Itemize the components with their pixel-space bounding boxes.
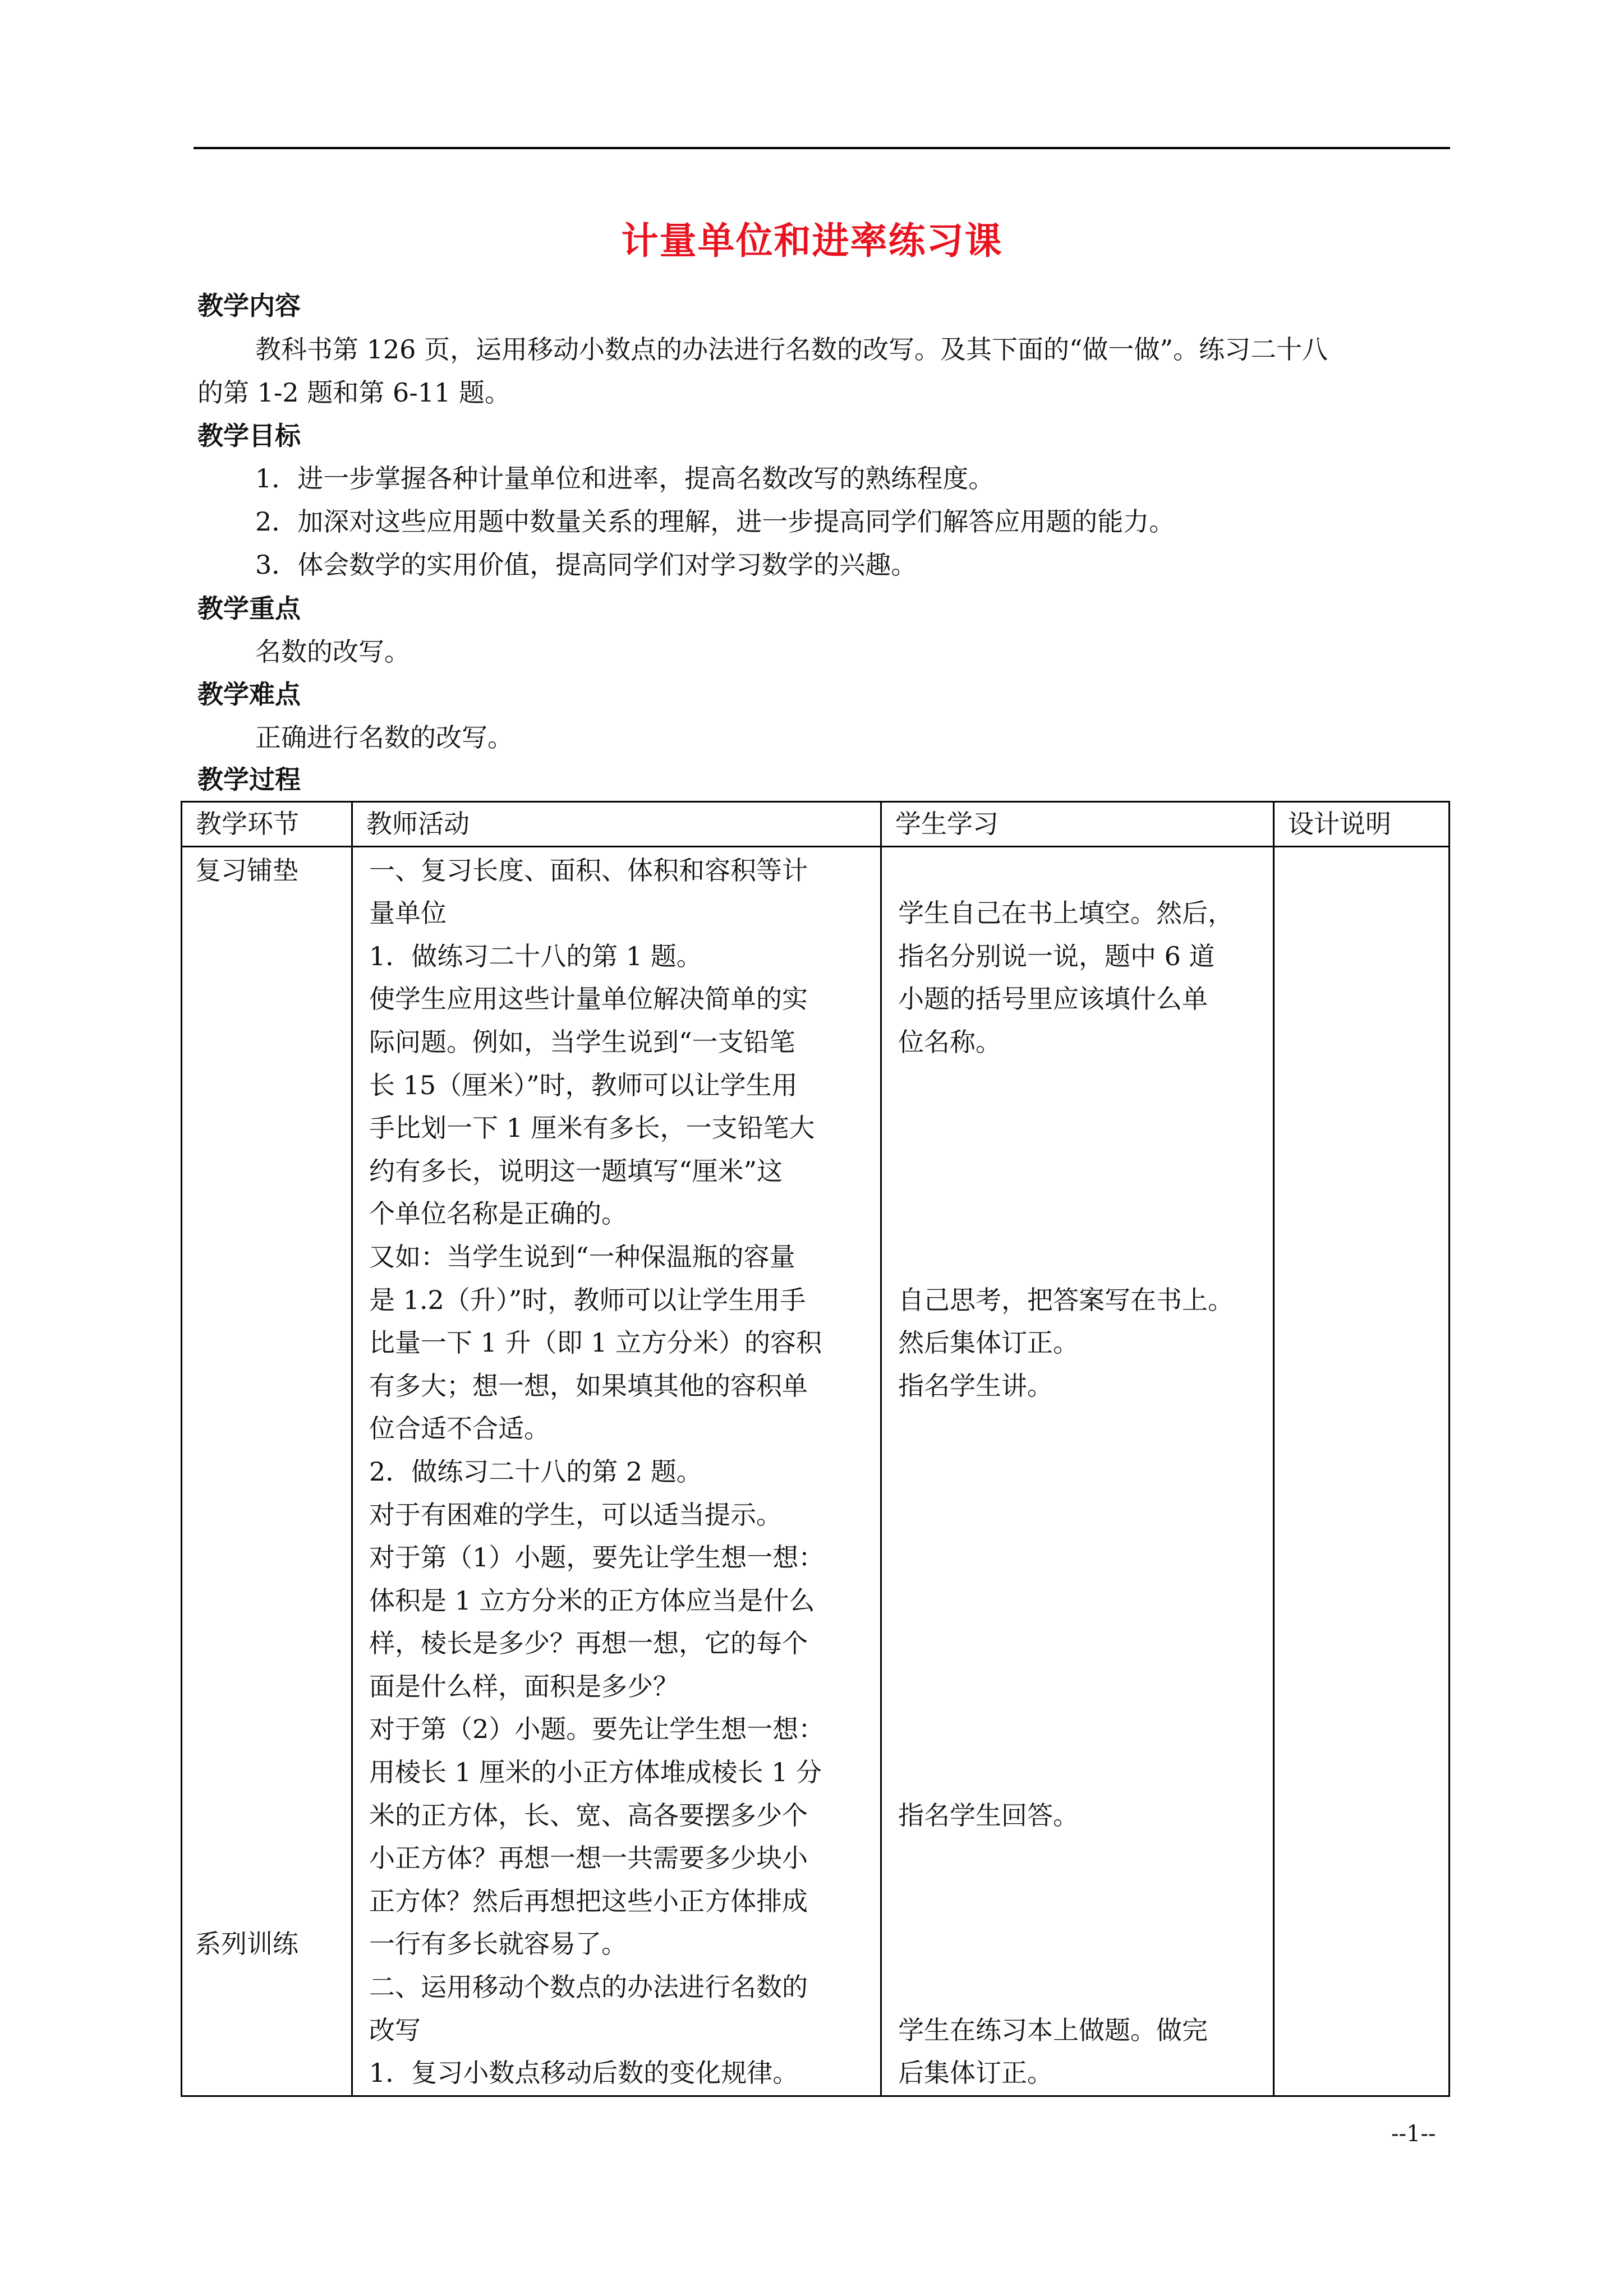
- header-stage: 教学环节: [182, 802, 352, 847]
- stage-line: [183, 1837, 351, 1880]
- teacher-line: 面是什么样，面积是多少？: [369, 1671, 679, 1702]
- difficulty-heading: 教学难点: [197, 679, 301, 709]
- student-line: [882, 1235, 1272, 1279]
- stage-line: [183, 1279, 351, 1322]
- student-line: [882, 1106, 1272, 1150]
- student-line: [882, 1064, 1272, 1107]
- process-heading: 教学过程: [197, 764, 301, 795]
- stage-line: [183, 2009, 351, 2052]
- teacher-lines: [353, 848, 880, 2095]
- student-line: [882, 1407, 1272, 1450]
- teacher-line: 用棱长 1 厘米的小正方体堆成棱长 1 分: [369, 1757, 822, 1788]
- header-rule: [194, 147, 1450, 149]
- teacher-line: 有多大；想一想，如果填其他的容积单: [369, 1370, 808, 1401]
- student-line: [882, 1708, 1272, 1751]
- student-line: 自己思考，把答案写在书上。: [898, 1284, 1234, 1315]
- page-number: --1--: [1391, 2121, 1436, 2147]
- teacher-line: 改写: [369, 2014, 421, 2045]
- teacher-line: 2．做练习二十八的第 2 题。: [369, 1456, 702, 1487]
- student-line: [882, 1880, 1272, 1923]
- teacher-line: 比量一下 1 升（即 1 立方分米）的容积: [369, 1327, 822, 1358]
- teacher-line: 1．复习小数点移动后数的变化规律。: [369, 2058, 799, 2088]
- student-line: [882, 1751, 1272, 1794]
- stage-line: [183, 1106, 351, 1150]
- teacher-line: 长 15（厘米）”时，教师可以让学生用: [369, 1069, 798, 1100]
- stage-line: [183, 1407, 351, 1450]
- stage-line: [183, 1493, 351, 1537]
- stage-line: [183, 1536, 351, 1579]
- stage-line: [183, 935, 351, 978]
- student-line: [882, 1536, 1272, 1579]
- stage-line: [183, 1450, 351, 1493]
- teacher-line: 位合适不合适。: [369, 1413, 550, 1444]
- page-title: 计量单位和进率练习课: [621, 219, 1003, 262]
- table-row: [182, 846, 1450, 2096]
- student-line: [882, 1922, 1272, 1966]
- stage-line: [183, 1235, 351, 1279]
- goal-1: 1．进一步掌握各种计量单位和进率，提高名数改写的熟练程度。: [255, 463, 995, 494]
- student-line: 指名学生回答。: [898, 1800, 1079, 1831]
- teacher-line: 使学生应用这些计量单位解决简单的实: [369, 984, 808, 1015]
- stage-line: [183, 1794, 351, 1837]
- stage-line: [183, 1579, 351, 1622]
- student-line: [882, 1665, 1272, 1708]
- student-line: [882, 1450, 1272, 1493]
- teacher-line: 二、运用移动个数点的办法进行名数的: [369, 1972, 808, 2003]
- teacher-line: 一、复习长度、面积、体积和容积等计: [369, 855, 808, 886]
- stage-line: [183, 1880, 351, 1923]
- student-lines: [882, 848, 1272, 2095]
- student-line: [882, 1150, 1272, 1193]
- student-line: 小题的括号里应该填什么单: [898, 984, 1208, 1015]
- teacher-line: 又如：当学生说到“一种保温瓶的容量: [369, 1241, 795, 1272]
- teacher-line: 是 1.2（升）”时，教师可以让学生用手: [369, 1284, 806, 1315]
- student-line: 然后集体订正。: [898, 1327, 1079, 1358]
- student-line: [882, 1192, 1272, 1235]
- student-line: [882, 1622, 1272, 1665]
- student-line: 学生自己在书上填空。然后，: [898, 898, 1234, 929]
- stage-line: [183, 1751, 351, 1794]
- student-line: 指名分别说一说，题中 6 道: [898, 940, 1215, 971]
- stage-lines: [183, 848, 351, 2095]
- student-line: 指名学生讲。: [898, 1370, 1053, 1401]
- stage-line: [183, 1966, 351, 2009]
- header-design: 设计说明: [1274, 802, 1450, 847]
- stage-line: [183, 892, 351, 935]
- teacher-line: 小正方体？再想一想一共需要多少块小: [369, 1843, 808, 1874]
- teacher-line: 际问题。例如，当学生说到“一支铅笔: [369, 1026, 795, 1057]
- stage-line: [183, 1321, 351, 1364]
- student-line: 位名称。: [898, 1026, 1001, 1057]
- stage-line: [183, 1150, 351, 1193]
- teacher-line: 手比划一下 1 厘米有多长，一支铅笔大: [369, 1113, 815, 1144]
- process-table: [181, 801, 1450, 2097]
- content-line-2: 的第 1-2 题和第 6-11 题。: [197, 377, 510, 408]
- teacher-line: 个单位名称是正确的。: [369, 1198, 627, 1229]
- teacher-line: 对于第（1）小题，要先让学生想一想：: [369, 1542, 825, 1573]
- content-heading: 教学内容: [197, 291, 301, 321]
- header-teacher: 教师活动: [352, 802, 881, 847]
- stage-line: [183, 1064, 351, 1107]
- stage-line: 复习铺垫: [195, 855, 298, 886]
- student-cell: [881, 846, 1274, 2096]
- table-header-row: [182, 802, 1450, 847]
- student-line: [882, 1579, 1272, 1622]
- difficulty-text: 正确进行名数的改写。: [255, 722, 513, 753]
- content-line-1: 教科书第 126 页，运用移动小数点的办法进行名数的改写。及其下面的“做一做”。练习二十八: [255, 334, 1328, 365]
- goal-3: 3．体会数学的实用价值，提高同学们对学习数学的兴趣。: [255, 550, 917, 580]
- stage-cell: [182, 846, 352, 2096]
- teacher-line: 正方体？然后再想把这些小正方体排成: [369, 1885, 808, 1916]
- design-lines: [1275, 848, 1448, 849]
- teacher-line: 体积是 1 立方分米的正方体应当是什么: [369, 1585, 815, 1616]
- teacher-line: 一行有多长就容易了。: [369, 1929, 627, 1960]
- teacher-line: 1．做练习二十八的第 1 题。: [369, 940, 702, 971]
- student-line: 后集体订正。: [898, 2058, 1053, 2088]
- stage-line: [183, 1364, 351, 1408]
- key-text: 名数的改写。: [255, 637, 410, 667]
- key-heading: 教学重点: [197, 593, 301, 624]
- teacher-line: 量单位: [369, 898, 447, 929]
- teacher-cell: [352, 846, 881, 2096]
- teacher-line: 约有多长，说明这一题填写“厘米”这: [369, 1155, 783, 1186]
- teacher-line: 对于第（2）小题。要先让学生想一想：: [369, 1714, 825, 1745]
- goals-heading: 教学目标: [197, 421, 301, 451]
- stage-line: 系列训练: [195, 1929, 298, 1960]
- teacher-line: 米的正方体，长、宽、高各要摆多少个: [369, 1800, 808, 1831]
- stage-line: [183, 1021, 351, 1064]
- stage-line: [183, 1192, 351, 1235]
- header-student: 学生学习: [881, 802, 1274, 847]
- student-line: [882, 1493, 1272, 1537]
- teacher-line: 样，棱长是多少？再想一想，它的每个: [369, 1628, 808, 1659]
- goal-2: 2．加深对这些应用题中数量关系的理解，进一步提高同学们解答应用题的能力。: [255, 506, 1175, 537]
- teacher-line: 对于有困难的学生，可以适当提示。: [369, 1499, 782, 1530]
- design-cell: [1274, 846, 1450, 2096]
- stage-line: [183, 978, 351, 1021]
- student-line: [882, 1837, 1272, 1880]
- student-line: 学生在练习本上做题。做完: [898, 2014, 1208, 2045]
- stage-line: [183, 1665, 351, 1708]
- student-line: [882, 1966, 1272, 2009]
- stage-line: [183, 1622, 351, 1665]
- student-line: [882, 849, 1272, 892]
- stage-line: [183, 1708, 351, 1751]
- stage-line: [183, 2051, 351, 2095]
